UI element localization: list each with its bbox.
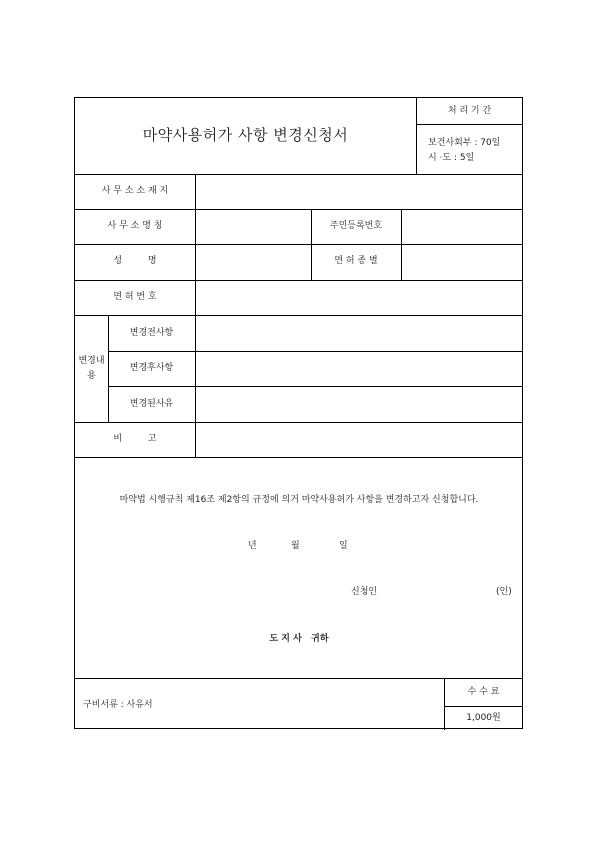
license-number-label: 면 허 번 호 — [113, 292, 157, 302]
change-after-label: 변경후사항 — [129, 363, 174, 373]
required-documents: 구비서류 : 사유서 — [83, 700, 153, 710]
change-before-label: 변경전사항 — [129, 328, 174, 338]
divider — [108, 386, 523, 387]
date-day: 일 — [339, 541, 348, 551]
fee-header: 수 수 료 — [467, 687, 500, 697]
divider — [75, 678, 523, 679]
office-address-label: 사 무 소 소 재 지 — [101, 186, 169, 196]
name-label: 성 명 — [113, 256, 157, 266]
processing-period-header: 처 리 기 간 — [447, 106, 492, 116]
divider — [195, 174, 196, 457]
applicant-label: 신청인 — [351, 587, 378, 597]
divider — [416, 124, 523, 125]
office-name-label: 사 무 소 명 칭 — [107, 221, 163, 231]
divider — [444, 706, 523, 707]
date-month: 월 — [291, 541, 300, 551]
processing-period-ministry: 보건사회부 : 70일 — [428, 138, 501, 148]
divider — [75, 174, 523, 175]
remarks-label: 비 고 — [113, 434, 157, 444]
divider — [75, 280, 523, 281]
application-form — [74, 97, 523, 729]
addressee: 도 지 사 귀하 — [269, 634, 329, 644]
fee-amount: 1,000원 — [466, 713, 501, 723]
resident-number-label: 주민등록번호 — [329, 221, 383, 231]
change-reason-label: 변경된사유 — [129, 399, 174, 409]
divider — [108, 351, 523, 352]
change-content-label-line2: 용 — [87, 371, 96, 381]
divider — [75, 315, 523, 316]
processing-period-province: 시 ·도 : 5일 — [428, 153, 475, 163]
divider — [75, 244, 523, 245]
divider — [311, 209, 312, 280]
change-content-label-line1: 변경내 — [78, 356, 105, 366]
seal-mark: (인) — [496, 587, 512, 597]
application-statement: 마약법 시행규칙 제16조 제2항의 규정에 의거 마약사용허가 사항을 변경하고자 신청합니다. — [119, 495, 479, 505]
divider — [75, 457, 523, 458]
form-title: 마약사용허가 사항 변경신청서 — [142, 126, 349, 144]
date-year: 년 — [248, 541, 257, 551]
divider — [401, 209, 402, 280]
license-type-label: 면 허 종 별 — [334, 256, 378, 266]
divider — [75, 422, 523, 423]
divider — [75, 209, 523, 210]
